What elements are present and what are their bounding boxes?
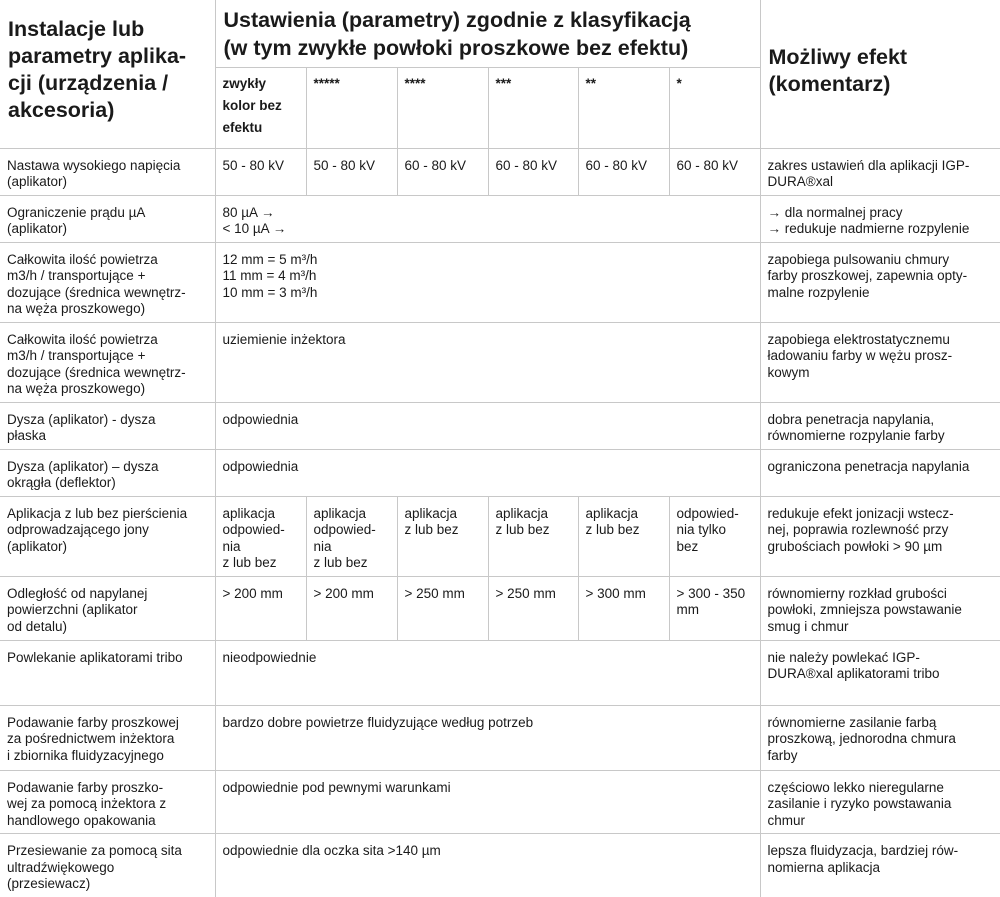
table-row [0, 449, 1000, 496]
value-cell: aplikacja odpowied- nia z lub bez [306, 496, 397, 576]
comment-cell: równomierne zasilanie farbą proszkową, jednorodna chmura farby [760, 705, 1000, 770]
table-row [0, 705, 1000, 770]
comment-cell: lepsza fluidyzacja, bardziej rów- nomierna aplikacja [760, 834, 1000, 897]
value-cell: > 300 mm [578, 576, 669, 640]
value-cell: 60 - 80 kV [578, 148, 669, 195]
merged-value-cell: nieodpowiednie [215, 640, 760, 705]
comment-cell: redukuje efekt jonizacji wstecz- nej, poprawia rozlewność przy grubościach powłoki > 90 µm [760, 496, 1000, 576]
value-cell: 50 - 80 kV [306, 148, 397, 195]
row-label: Podawanie farby proszkowej za pośrednictwem inżektora i zbiornika fluidyzacyjnego [0, 705, 215, 770]
row-label: Podawanie farby proszko- wej za pomocą inżektora z handlowego opakowania [0, 770, 215, 834]
value-cell: > 300 - 350 mm [669, 576, 760, 640]
value-cell: odpowied- nia tylko bez [669, 496, 760, 576]
row-label: Całkowita ilość powietrza m3/h / transportujące + dozujące (średnica wewnętrz- na węża proszkowego) [0, 322, 215, 402]
comment-cell: zapobiega elektrostatycznemu ładowaniu farby w wężu prosz- kowym [760, 322, 1000, 402]
row-label: Odległość od napylanej powierzchni (aplikator od detalu) [0, 576, 215, 640]
class-header-2-star: ** [578, 67, 669, 148]
row-label: Całkowita ilość powietrza m3/h / transportujące + dozujące (średnica wewnętrz- na węża proszkowego) [0, 242, 215, 322]
class-header-4-star: **** [397, 67, 488, 148]
value-cell: > 250 mm [488, 576, 578, 640]
value-cell: > 200 mm [215, 576, 306, 640]
merged-value-cell: odpowiednie dla oczka sita >140 µm [215, 834, 760, 897]
class-header-plain: zwykły kolor bez efektu [215, 67, 306, 148]
merged-value-cell: 12 mm = 5 m³/h 11 mm = 4 m³/h 10 mm = 3 m³/h [215, 242, 760, 322]
row-label: Dysza (aplikator) – dysza okrągła (deflektor) [0, 449, 215, 496]
table-row [0, 148, 1000, 195]
merged-value-cell: uziemienie inżektora [215, 322, 760, 402]
comment-cell: częściowo lekko nieregularne zasilanie i ryzyko powstawania chmur [760, 770, 1000, 834]
comment-cell: zakres ustawień dla aplikacji IGP- DURA®xal [760, 148, 1000, 195]
value-cell: aplikacja z lub bez [397, 496, 488, 576]
table-row [0, 496, 1000, 576]
table-row [0, 322, 1000, 402]
row-label: Nastawa wysokiego napięcia (aplikator) [0, 148, 215, 195]
table-row [0, 402, 1000, 449]
comment-cell: dobra penetracja napylania, równomierne rozpylanie farby [760, 402, 1000, 449]
table-row [0, 834, 1000, 897]
table-row [0, 576, 1000, 640]
value-cell: > 250 mm [397, 576, 488, 640]
comment-cell: równomierny rozkład grubości powłoki, zmniejsza powstawanie smug i chmur [760, 576, 1000, 640]
table-row [0, 770, 1000, 834]
row-label: Ograniczenie prądu µA (aplikator) [0, 195, 215, 242]
table-row [0, 242, 1000, 322]
value-cell: 50 - 80 kV [215, 148, 306, 195]
value-cell: aplikacja z lub bez [578, 496, 669, 576]
header-installation-parameters: Instalacje lub parametry aplika- cji (urządzenia / akcesoria) [0, 0, 215, 148]
comment-cell: → dla normalnej pracy → redukuje nadmierne rozpylenie [760, 195, 1000, 242]
row-label: Powlekanie aplikatorami tribo [0, 640, 215, 705]
row-label: Aplikacja z lub bez pierścienia odprowadzającego jony (aplikator) [0, 496, 215, 576]
value-cell: > 200 mm [306, 576, 397, 640]
merged-value-cell: 80 µA → < 10 µA → [215, 195, 760, 242]
value-cell: 60 - 80 kV [397, 148, 488, 195]
table-row [0, 195, 1000, 242]
class-header-3-star: *** [488, 67, 578, 148]
value-cell: 60 - 80 kV [488, 148, 578, 195]
comment-cell: zapobiega pulsowaniu chmury farby proszkowej, zapewnia opty- malne rozpylenie [760, 242, 1000, 322]
value-cell: 60 - 80 kV [669, 148, 760, 195]
table-row [0, 640, 1000, 705]
value-cell: aplikacja odpowied- nia z lub bez [215, 496, 306, 576]
comment-cell: nie należy powlekać IGP- DURA®xal aplikatorami tribo [760, 640, 1000, 705]
header-settings-by-classification: Ustawienia (parametry) zgodnie z klasyfikacją (w tym zwykłe powłoki proszkowe bez efektu) [215, 0, 760, 67]
merged-value-cell: bardzo dobre powietrze fluidyzujące według potrzeb [215, 705, 760, 770]
class-header-1-star: * [669, 67, 760, 148]
row-label: Przesiewanie za pomocą sita ultradźwiękowego (przesiewacz) [0, 834, 215, 897]
row-label: Dysza (aplikator) - dysza płaska [0, 402, 215, 449]
merged-value-cell: odpowiednia [215, 402, 760, 449]
value-cell: aplikacja z lub bez [488, 496, 578, 576]
comment-cell: ograniczona penetracja napylania [760, 449, 1000, 496]
merged-value-cell: odpowiednie pod pewnymi warunkami [215, 770, 760, 834]
header-possible-effect: Możliwy efekt (komentarz) [760, 0, 1000, 148]
merged-value-cell: odpowiednia [215, 449, 760, 496]
class-header-5-star: ***** [306, 67, 397, 148]
